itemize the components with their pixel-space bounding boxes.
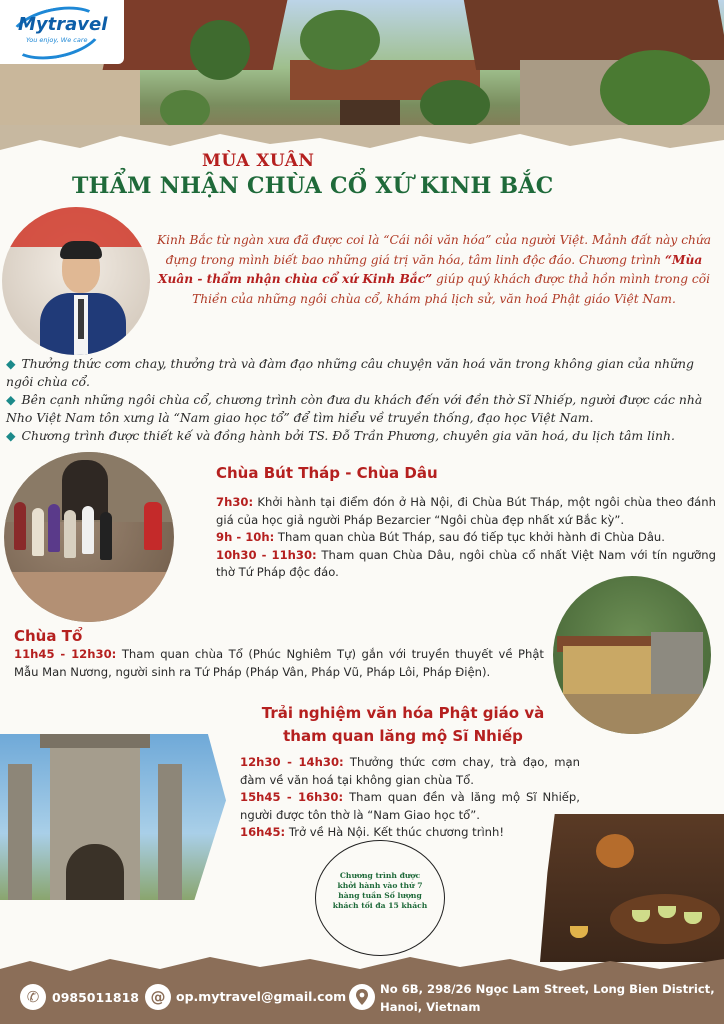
list-item [6,355,718,390]
schedule-item [240,754,580,789]
footer-phone[interactable]: 0985011818 [52,990,139,1005]
schedule-time: 16h45: [240,825,286,839]
schedule-text: Tham quan đền và lăng mộ Sĩ Nhiếp, người được tôn thờ là “Nam Giao học tổ”. [240,790,580,822]
tour-group-photo [4,452,174,622]
logo-tagline: You enjoy, We care [26,36,88,44]
section-title-chua-to: Chùa Tổ [14,627,83,645]
schedule-time: 10h30 - 11h30: [216,547,317,562]
title-season: MÙA XUÂN [202,151,315,171]
departure-note-circle [315,840,445,956]
schedule-text: Tham quan chùa Tổ (Phúc Nghiêm Tự) gắn với truyền thuyết về Phật Mẫu Man Nương, người sinh ra Tứ Pháp (Pháp Vân, Pháp Vũ, Pháp Lôi, Pháp Điện). [14,647,544,679]
list-item [6,427,718,445]
page-title: THẨM NHẬN CHÙA CỔ XỨ KINH BẮC [72,173,554,199]
schedule-time: 12h30 - 14h30: [240,755,344,769]
schedule-time: 9h - 10h: [216,530,275,544]
temple-gate-photo [0,734,226,900]
schedule-chua-to [14,646,544,681]
expert-portrait-photo [2,207,150,355]
schedule-time: 11h45 - 12h30: [14,647,117,661]
mytravel-logo[interactable] [0,0,124,64]
schedule-text: Tham quan chùa Bút Tháp, sau đó tiếp tục khởi hành đi Chùa Dâu. [274,530,665,544]
schedule-buddhist-culture [240,754,580,842]
footer-address: No 6B, 298/26 Ngọc Lam Street, Long Bien District, Hanoi, Vietnam [380,982,715,1014]
list-item-text: Chương trình được thiết kế và đồng hành bởi TS. Đỗ Trần Phương, chuyên gia văn hoá, du lịch tâm linh. [21,428,675,443]
map-pin-icon[interactable] [349,984,375,1010]
intro-program-prefix: Chương trình [578,252,666,267]
schedule-text: Trở về Hà Nội. Kết thúc chương trình! [285,825,505,839]
diamond-icon: ◆ [6,392,16,407]
departure-note-text: Chương trình được khởi hành vào thứ 7 hàng tuần Số lượng khách tối đa 15 khách [332,871,428,910]
list-item [6,391,718,426]
schedule-text: Khởi hành tại điểm đón ở Hà Nội, đi Chùa Bút Tháp, một ngôi chùa theo đánh giá của học giả người Pháp Bezarcier “Ngôi chùa đẹp nhất xứ Bắc kỳ”. [216,495,716,527]
schedule-item [240,824,580,842]
highlights-list [6,355,718,446]
list-item-text: Thưởng thức cơm chay, thưởng trà và đàm đạo những câu chuyện văn hoá văn trong không gian của những ngôi chùa cổ. [6,356,694,389]
section-title-buddhist-culture [238,702,568,748]
schedule-text: Tham quan Chùa Dâu, ngôi chùa cổ nhất Việt Nam với tín ngưỡng thờ Tứ Pháp độc đáo. [216,547,716,579]
schedule-but-thap [216,494,716,582]
section-title-line: Trải nghiệm văn hóa Phật giáo và [261,704,545,722]
footer-email[interactable]: op.mytravel@gmail.com [176,989,347,1004]
diamond-icon: ◆ [6,428,16,443]
list-item-text: Bên cạnh những ngôi chùa cổ, chương trình còn đưa du khách đến với đền thờ Sĩ Nhiếp, người được các nhà Nho Việt Nam tôn xưng là “Nam giao học tổ” để tìm hiểu về truyền thống, đạo học Việt Nam. [6,392,703,425]
schedule-text: Thưởng thức cơm chay, trà đạo, mạn đàm về văn hoá tại không gian chùa Tổ. [240,755,580,787]
logo-name: Mytravel [18,14,108,35]
diamond-icon: ◆ [6,356,16,371]
schedule-time: 15h45 - 16h30: [240,790,344,804]
intro-program-name: “Mùa Xuân - thẩm nhận chùa cổ xứ Kinh Bắc” [158,252,703,286]
intro-paragraph [152,231,716,309]
section-title-but-thap: Chùa Bút Tháp - Chùa Dâu [216,464,438,482]
intro-line: Kinh Bắc từ ngàn xưa đã được coi là “Cái nôi văn hóa” của người Việt. Mảnh đất này chứa đựng trong mình biết bao những giá trị văn hóa, tâm linh độc đáo. [156,233,711,267]
section-title-line: tham quan lăng mộ Sĩ Nhiếp [283,727,523,745]
at-icon[interactable]: @ [145,984,171,1010]
pagoda-courtyard-photo [553,576,711,734]
schedule-item [240,789,580,824]
intro-program-suffix: giúp quý khách được thả hồn mình trong cõi Thiền của những ngôi chùa cổ, khám phá lịch sử, văn hoá Phật giáo Việt Nam. [192,272,710,306]
schedule-item [216,529,716,547]
tea-ceremony-photo [540,814,724,962]
schedule-time: 7h30: [216,495,254,509]
phone-icon[interactable]: ✆ [20,984,46,1010]
schedule-item [14,646,544,681]
schedule-item [216,494,716,529]
torn-paper-edge [0,128,724,158]
